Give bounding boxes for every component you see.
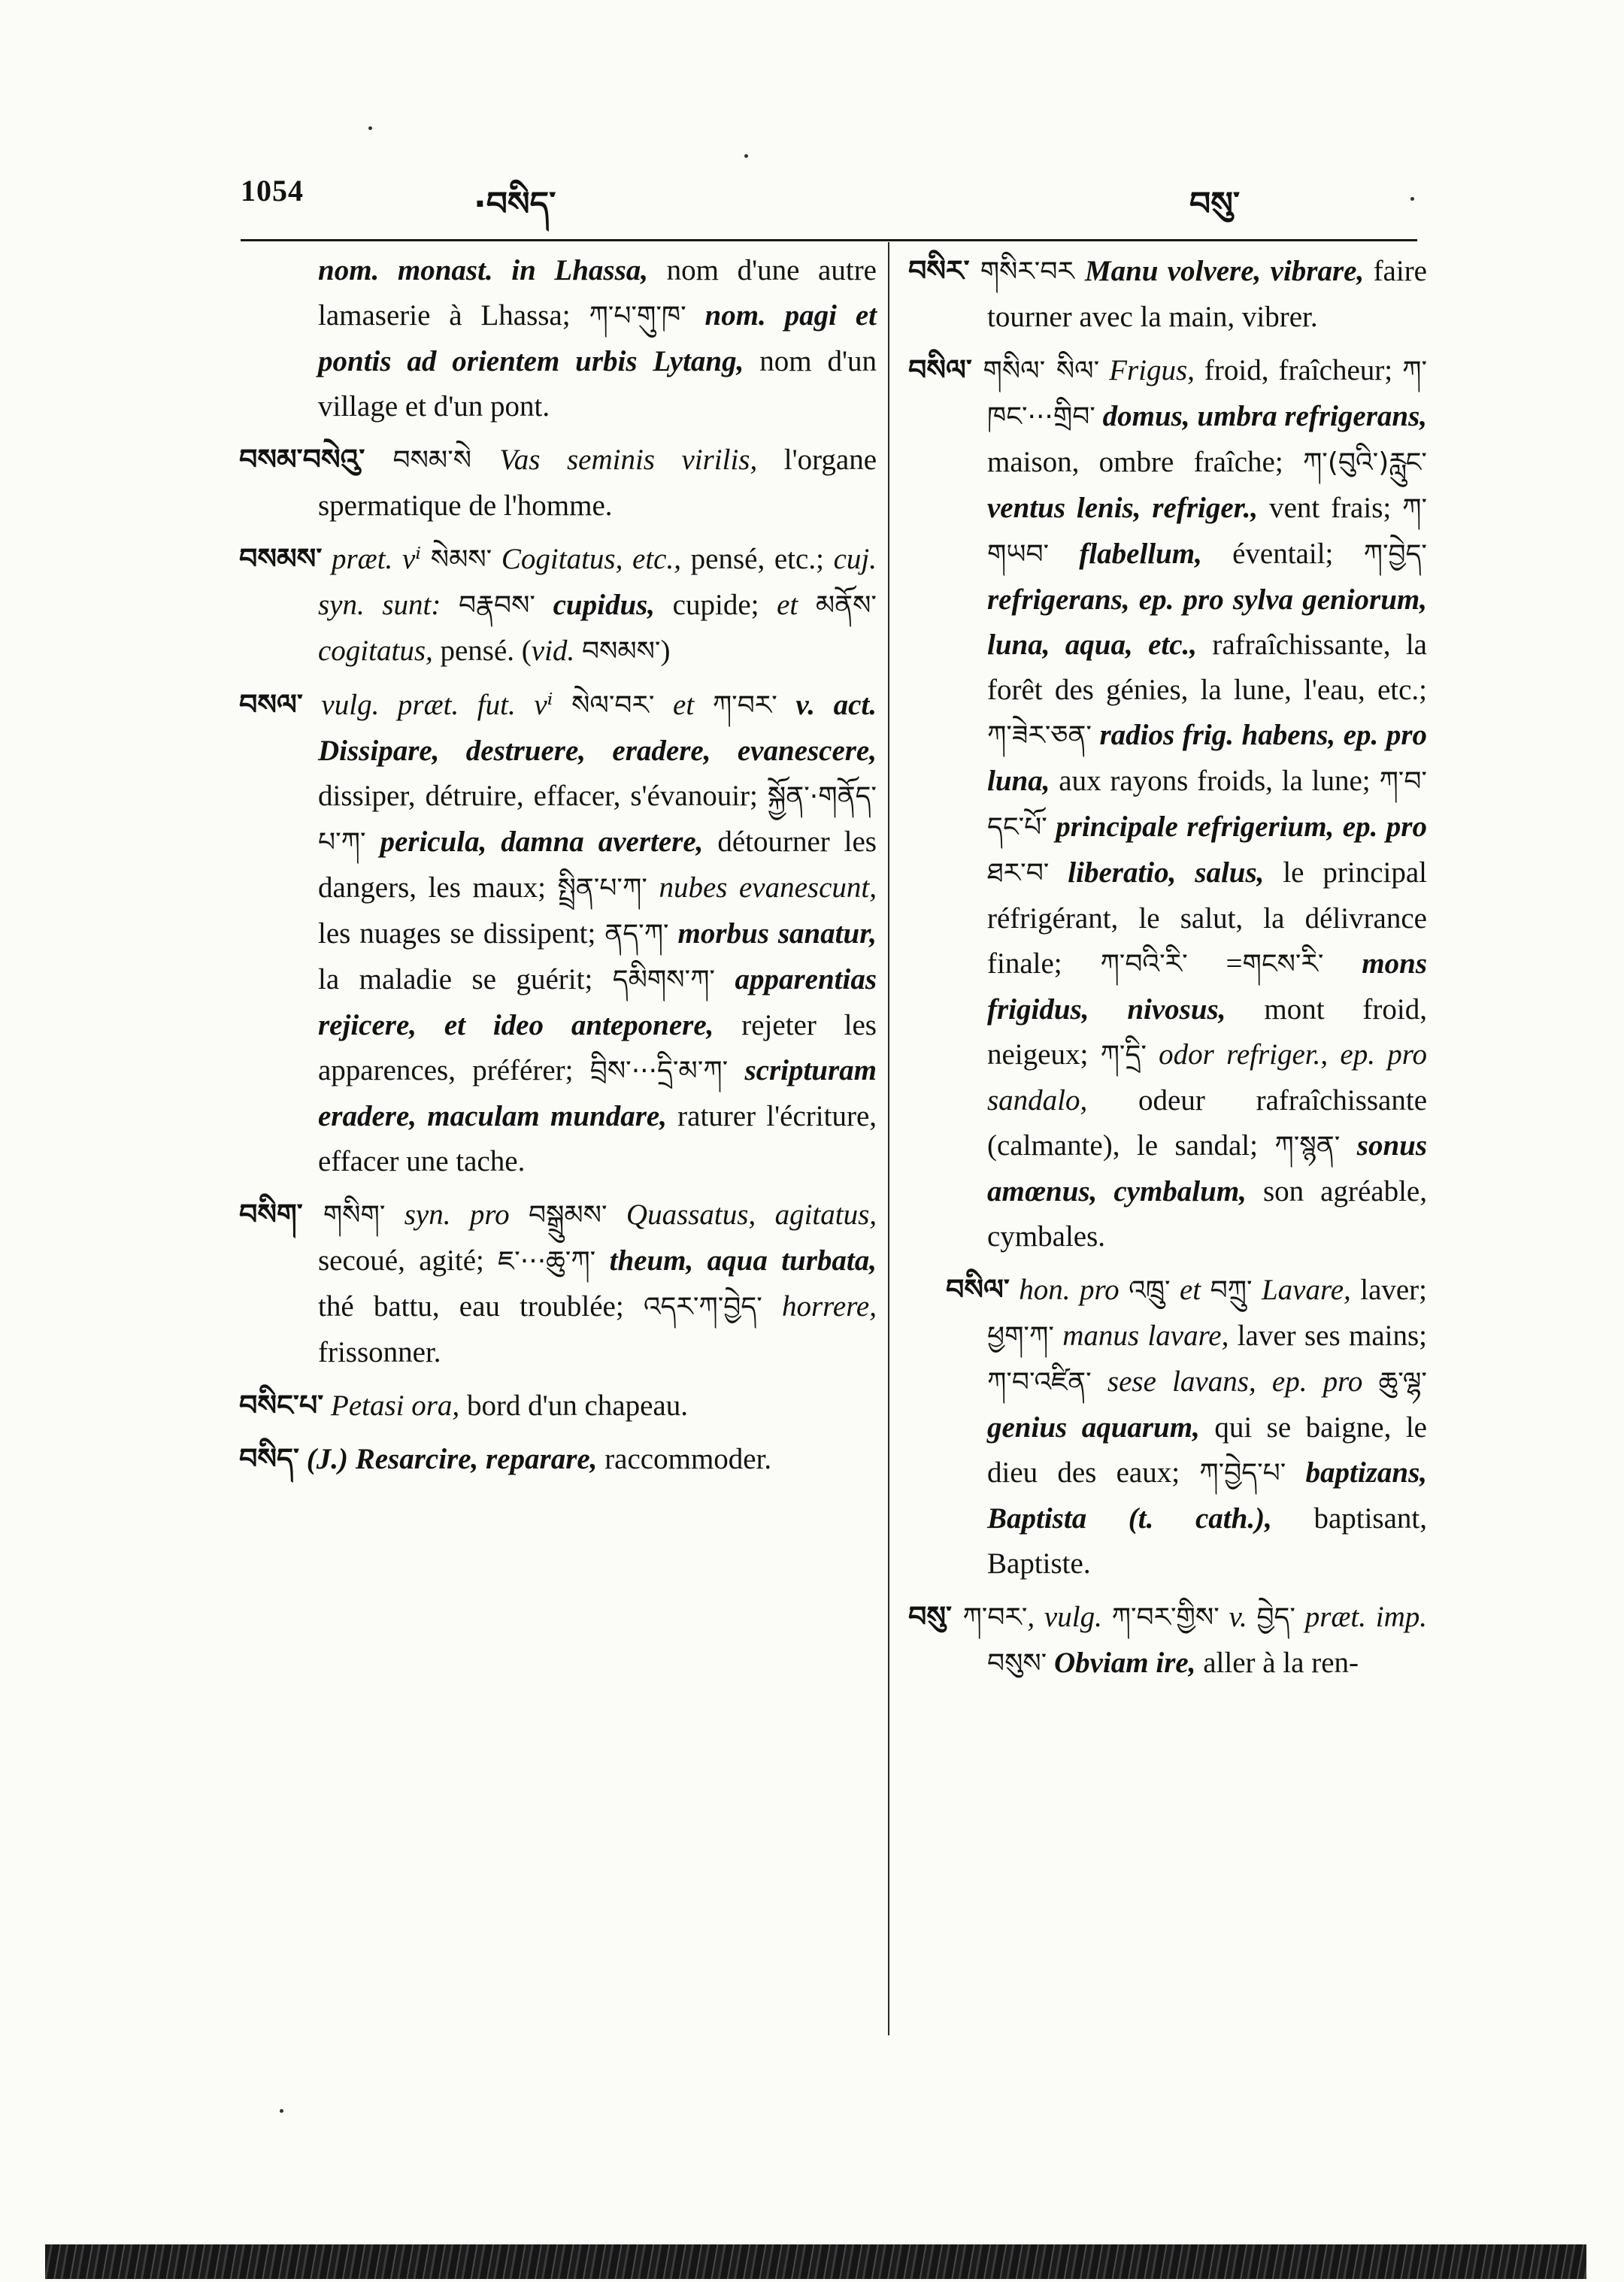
grammar-note: præt. imp. xyxy=(1295,1601,1427,1633)
latin-gloss: cupidus, xyxy=(535,589,656,621)
equals-sign: = xyxy=(1187,947,1243,980)
grammar-note: et xyxy=(1170,1274,1210,1306)
scan-edge-band xyxy=(45,2244,1586,2279)
latin-gloss: sonus amœnus, cymbalum, xyxy=(987,1129,1427,1208)
tibetan-term: ཀ་བར་གྱིས་ xyxy=(1111,1602,1220,1633)
grammar-note: syn. pro xyxy=(385,1199,529,1231)
tibetan-term: ཀ་གཡབ་ xyxy=(987,493,1427,570)
tibetan-term: ཀ་ཁང་···གྲིབ་ xyxy=(987,356,1427,432)
latin-gloss: flabellum, xyxy=(1049,538,1202,570)
latin-gloss: nom. monast. in Lhassa, xyxy=(318,254,649,286)
tibetan-term: ཀ་བའི་རི་ xyxy=(1100,949,1188,980)
right-running-head: བསུ་ xyxy=(1189,185,1241,223)
french-gloss: rafraîchissante, la forêt des génies, la lune, l'eau, etc.; xyxy=(987,629,1427,706)
latin-gloss: pericula, damna avertere, xyxy=(365,826,704,858)
latin-gloss: Quassatus, agitatus, xyxy=(607,1199,877,1231)
tibetan-term: མནོས་ xyxy=(815,590,877,621)
latin-gloss: Manu volvere, vibrare, xyxy=(1084,255,1365,287)
latin-gloss: radios frig. habens, ep. pro luna, xyxy=(987,719,1427,797)
french-gloss: bord d'un chapeau. xyxy=(459,1390,688,1422)
grammar-note: præt. vⁱ xyxy=(322,543,431,575)
tibetan-term: བྲིས་···དྲི་མ་ཀ་ xyxy=(589,1056,729,1086)
grammar-note: et xyxy=(654,689,713,721)
tibetan-term: ཀ་བར་ xyxy=(952,1602,1028,1633)
tibetan-term: ཀ་སྙན་ xyxy=(1274,1131,1341,1162)
tibetan-term: སྤྲིན་པ་ཀ་ xyxy=(557,873,647,904)
dictionary-entry xyxy=(239,536,877,674)
french-gloss: pensé. ( xyxy=(432,635,532,667)
french-gloss: pensé, etc.; xyxy=(680,543,834,575)
ink-speck xyxy=(1410,197,1414,201)
tibetan-term: སེལ་བར་ xyxy=(571,690,655,721)
dictionary-entry xyxy=(239,682,877,1184)
french-gloss: rejeter les apparences, préférer; xyxy=(318,1009,877,1086)
headword: བསིལ་ xyxy=(946,1273,1010,1306)
right-column xyxy=(908,248,1427,1694)
tibetan-term: ཇ་···ཆུ་ཀ་ xyxy=(498,1246,596,1277)
ink-speck xyxy=(368,126,372,130)
french-gloss: maison, ombre fraîche; xyxy=(987,446,1303,478)
tibetan-term: བསམ་སེ xyxy=(365,445,500,476)
grammar-note: vulg. præt. fut. vⁱ xyxy=(302,689,572,721)
tibetan-term: ཀ་(བུའི་)རླུང་ xyxy=(1302,447,1427,478)
french-gloss: son agréable, cymbales. xyxy=(987,1175,1427,1253)
left-running-head: ·བསིད་ xyxy=(474,185,556,223)
french-gloss: l'organe spermatique de l'homme. xyxy=(318,444,877,522)
latin-gloss: odor refriger., ep. pro sandalo, xyxy=(987,1038,1427,1117)
french-gloss: nom d'un village et d'un pont. xyxy=(318,345,877,423)
latin-gloss: domus, umbra refrigerans, xyxy=(1095,400,1427,432)
latin-gloss: principale refrigerium, ep. pro xyxy=(1047,811,1427,843)
french-gloss: aller à la ren- xyxy=(1195,1647,1359,1679)
french-gloss: éventail; xyxy=(1201,538,1364,570)
latin-gloss: Frigus, xyxy=(1099,354,1195,386)
french-gloss: mont froid, neigeux; xyxy=(987,993,1427,1071)
tibetan-term: ཆུ་ལྷ་ xyxy=(1378,1367,1427,1398)
french-gloss: laver; xyxy=(1350,1274,1428,1306)
tibetan-term: ཕྱག་ཀ་ xyxy=(987,1321,1054,1352)
french-gloss: odeur rafraîchissante (calmante), le sandal; xyxy=(987,1084,1427,1162)
grammar-note: et xyxy=(777,589,816,621)
french-gloss: nom d'une autre lamaserie à Lhassa; xyxy=(318,254,877,332)
tibetan-term: ཀ་ཟེར་ཅན་ xyxy=(987,720,1092,751)
grammar-note: , vulg. xyxy=(1027,1601,1112,1633)
french-gloss: le principal réfrigérant, le salut, la délivrance finale; xyxy=(987,856,1427,980)
tibetan-term: ཀ་བྱེད་པ་ xyxy=(1199,1458,1286,1489)
tibetan-term: གངས་རི་ xyxy=(1242,949,1324,980)
dictionary-entry xyxy=(239,437,877,529)
tibetan-term: ཀ་བར་ xyxy=(712,690,777,721)
french-gloss: frissonner. xyxy=(318,1336,441,1368)
latin-gloss: sese lavans, ep. pro xyxy=(1091,1365,1379,1398)
tibetan-term: བསམས་ xyxy=(581,636,661,667)
tibetan-term: འཁྲུ་ xyxy=(1129,1275,1171,1306)
headword: བསིར་ xyxy=(908,254,970,287)
tibetan-term: ཐར་བ་ xyxy=(987,858,1050,889)
tibetan-term: སྐྱོན་·གནོད་པ་ཀ་ xyxy=(318,781,877,858)
headword: བསིག་ xyxy=(239,1198,303,1231)
tibetan-term: ཀ་བ་འཛིན་ xyxy=(987,1367,1092,1398)
headword: བསམ་བསེའུ་ xyxy=(239,443,365,476)
tibetan-term: ཀ་དྲི་ xyxy=(1100,1040,1147,1071)
grammar-note: hon. pro xyxy=(1009,1274,1129,1306)
latin-gloss: mons frigidus, nivosus, xyxy=(987,947,1427,1026)
tibetan-term: ཀ་བྱེད་ xyxy=(1363,539,1427,570)
tibetan-term: གསིལ་ སིལ་ xyxy=(971,356,1100,386)
tibetan-term: སེམས་ xyxy=(430,544,492,575)
french-gloss: faire tourner avec la main, vibrer. xyxy=(987,255,1427,333)
french-gloss: détourner les dangers, les maux; xyxy=(318,826,877,904)
dictionary-entry xyxy=(908,248,1427,340)
tibetan-term: འདར་ཀ་བྱེད་ xyxy=(643,1292,762,1323)
latin-gloss: Obviam ire, xyxy=(1047,1647,1196,1679)
latin-gloss: scripturam eradere, maculam mundare, xyxy=(318,1054,877,1132)
tibetan-term: ནད་ཀ་ xyxy=(604,919,669,950)
tibetan-term: གསིག་ xyxy=(302,1200,386,1231)
french-gloss: qui se baigne, le dieu des eaux; xyxy=(987,1411,1427,1489)
french-gloss: les nuages se dissipent; xyxy=(318,917,605,950)
latin-gloss: baptizans, Baptista (t. cath.), xyxy=(987,1456,1428,1535)
headword: བསིང་པ་ xyxy=(239,1389,324,1422)
french-gloss: laver ses mains; xyxy=(1229,1320,1427,1352)
latin-gloss: nom. pagi et pontis ad orientem urbis Lytang, xyxy=(318,299,877,377)
tibetan-term: བསུས་ xyxy=(987,1648,1047,1679)
tibetan-term: བསྒྲུམས་ xyxy=(529,1200,607,1231)
latin-gloss: Petasi ora, xyxy=(323,1390,460,1422)
latin-gloss: theum, aqua turbata, xyxy=(595,1244,877,1277)
latin-gloss: genius aquarum, xyxy=(987,1411,1200,1444)
left-column xyxy=(239,248,877,1490)
latin-gloss: (J.) Resarcire, reparare, xyxy=(299,1443,598,1475)
grammar-note: v. xyxy=(1219,1601,1257,1633)
dictionary-entry xyxy=(908,1594,1427,1686)
ink-speck xyxy=(744,154,748,158)
tibetan-term: ཀ་བ་དང་པོ་ xyxy=(987,766,1427,843)
headword: བསུ་ xyxy=(908,1600,952,1633)
french-gloss: thé battu, eau troublée; xyxy=(318,1290,644,1323)
dictionary-entry xyxy=(239,1192,877,1375)
latin-gloss: Cogitatus, etc., xyxy=(492,543,681,575)
french-gloss: vent frais; xyxy=(1258,492,1403,524)
latin-gloss: liberatio, salus, xyxy=(1049,856,1265,889)
headword: བསིལ་ xyxy=(908,353,972,386)
latin-gloss: apparentias rejicere, et ideo anteponere, xyxy=(318,963,877,1041)
latin-gloss: manus lavare, xyxy=(1053,1320,1229,1352)
french-gloss: ) xyxy=(660,635,671,667)
tibetan-term: གསིར་བར xyxy=(969,256,1085,287)
latin-gloss: v. act. Dissipare, destruere, eradere, evanescere, xyxy=(318,689,877,767)
tibetan-term: དམིགས་ཀ་ xyxy=(612,965,715,996)
french-gloss: raccommoder. xyxy=(597,1443,772,1475)
tibetan-term: ཀ་པ་གུ་ཁ་ xyxy=(589,301,686,332)
french-gloss: baptisant, Baptiste. xyxy=(987,1502,1427,1580)
latin-gloss: horrere, xyxy=(762,1290,877,1323)
latin-gloss: Vas seminis virilis, xyxy=(499,444,758,476)
headword: བསམས་ xyxy=(239,542,323,575)
latin-gloss: nubes evanescunt, xyxy=(647,871,877,904)
french-gloss: dissiper, détruire, effacer, s'évanouir; xyxy=(318,780,768,812)
latin-gloss: cogitatus, xyxy=(318,635,433,667)
page-number: 1054 xyxy=(241,174,304,208)
grammar-note: cuj. syn. sunt: xyxy=(318,543,877,621)
dictionary-entry xyxy=(908,1267,1427,1586)
french-gloss: raturer l'écriture, effacer une tache. xyxy=(318,1100,877,1177)
french-gloss: aux rayons froids, la lune; xyxy=(1050,765,1380,797)
dictionary-entry xyxy=(239,1436,877,1482)
french-gloss: cupide; xyxy=(655,589,777,621)
dictionary-entry xyxy=(908,347,1427,1259)
latin-gloss: ventus lenis, refriger., xyxy=(987,492,1259,524)
grammar-note: vid. xyxy=(531,635,582,667)
latin-gloss: Lavare, xyxy=(1252,1274,1351,1306)
headword: བསལ་ xyxy=(239,688,303,721)
column-divider xyxy=(888,242,889,2035)
tibetan-term: བརྣབས་ xyxy=(458,590,535,621)
page-header xyxy=(241,159,1413,227)
french-gloss: froid, fraîcheur; xyxy=(1194,354,1403,386)
dictionary-entry xyxy=(239,1383,877,1429)
entry-continuation xyxy=(239,248,877,429)
french-gloss: la maladie se guérit; xyxy=(318,963,613,996)
tibetan-term: བཀྲུ་ xyxy=(1210,1275,1253,1306)
latin-gloss: refrigerans, ep. pro sylva geniorum, luna, aqua, etc., xyxy=(987,583,1427,661)
latin-gloss: morbus sanatur, xyxy=(668,917,877,950)
french-gloss: secoué, agité; xyxy=(318,1244,498,1277)
ink-speck xyxy=(280,2109,283,2113)
headword: བསིད་ xyxy=(239,1442,299,1475)
tibetan-term: བྱེད་ xyxy=(1256,1602,1295,1633)
header-rule xyxy=(241,239,1417,241)
